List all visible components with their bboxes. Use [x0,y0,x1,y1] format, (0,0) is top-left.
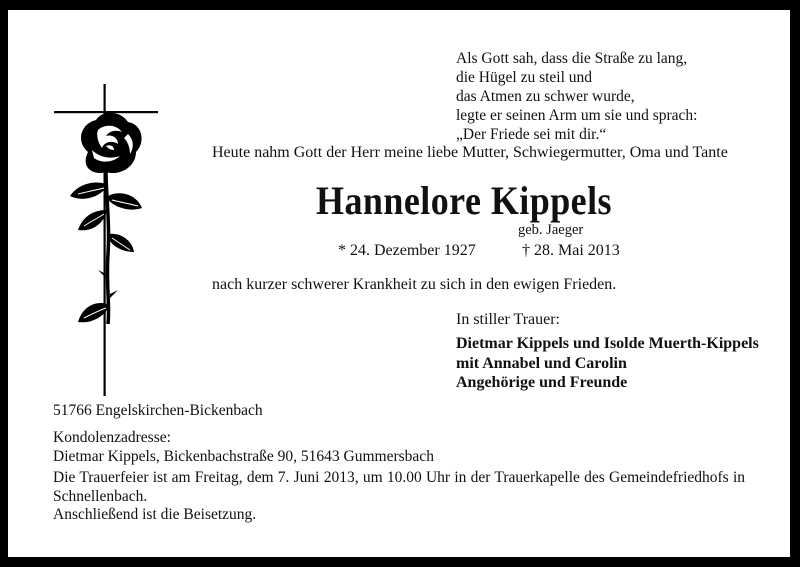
family-address: 51766 Engelskirchen-Bickenbach [53,402,263,419]
poem-line: das Atmen zu schwer wurde, [456,88,635,105]
cross-rose-symbol [48,84,158,396]
mourner-name: Dietmar Kippels und Isolde Muerth-Kippels [456,335,759,352]
mourner-name: mit Annabel und Carolin [456,354,627,372]
peace-text: nach kurzer schwerer Krankheit zu sich in den ewigen Frieden. [212,276,617,293]
death-date: † 28. Mai 2013 [522,242,620,259]
deceased-name: Hannelore Kippels [316,178,613,223]
intro-text: Heute nahm Gott der Herr meine liebe Mutter, Schwiegermutter, Oma und Tante [212,144,728,161]
funeral-text: Die Trauerfeier ist am Freitag, dem 7. Juni 2013, um 10.00 Uhr in der Trauerkapelle des Gemeindefriedhofs in Schnellenbach. [53,469,745,505]
condolence-label: Kondolenzadresse: [53,429,171,446]
poem-line: die Hügel zu steil und [456,69,593,86]
mourner-name: Angehörige und Freunde [456,374,628,391]
poem-line: Als Gott sah, dass die Straße zu lang, [456,50,688,67]
poem-line: „Der Friede sei mit dir.“ [456,126,607,143]
condolence-block [53,428,434,466]
mourners-list [456,334,759,393]
mourning-label: In stiller Trauer: [456,311,560,328]
rose-icon [70,113,142,324]
poem [456,49,697,144]
poem-line: legte er seinen Arm um sie und sprach: [456,107,698,124]
maiden-name: geb. Jaeger [518,222,584,238]
birth-date: * 24. Dezember 1927 [338,242,476,259]
burial-text: Anschließend ist die Beisetzung. [53,506,257,523]
condolence-address: Dietmar Kippels, Bickenbachstraße 90, 51643 Gummersbach [53,448,434,465]
obituary-card [8,10,790,557]
